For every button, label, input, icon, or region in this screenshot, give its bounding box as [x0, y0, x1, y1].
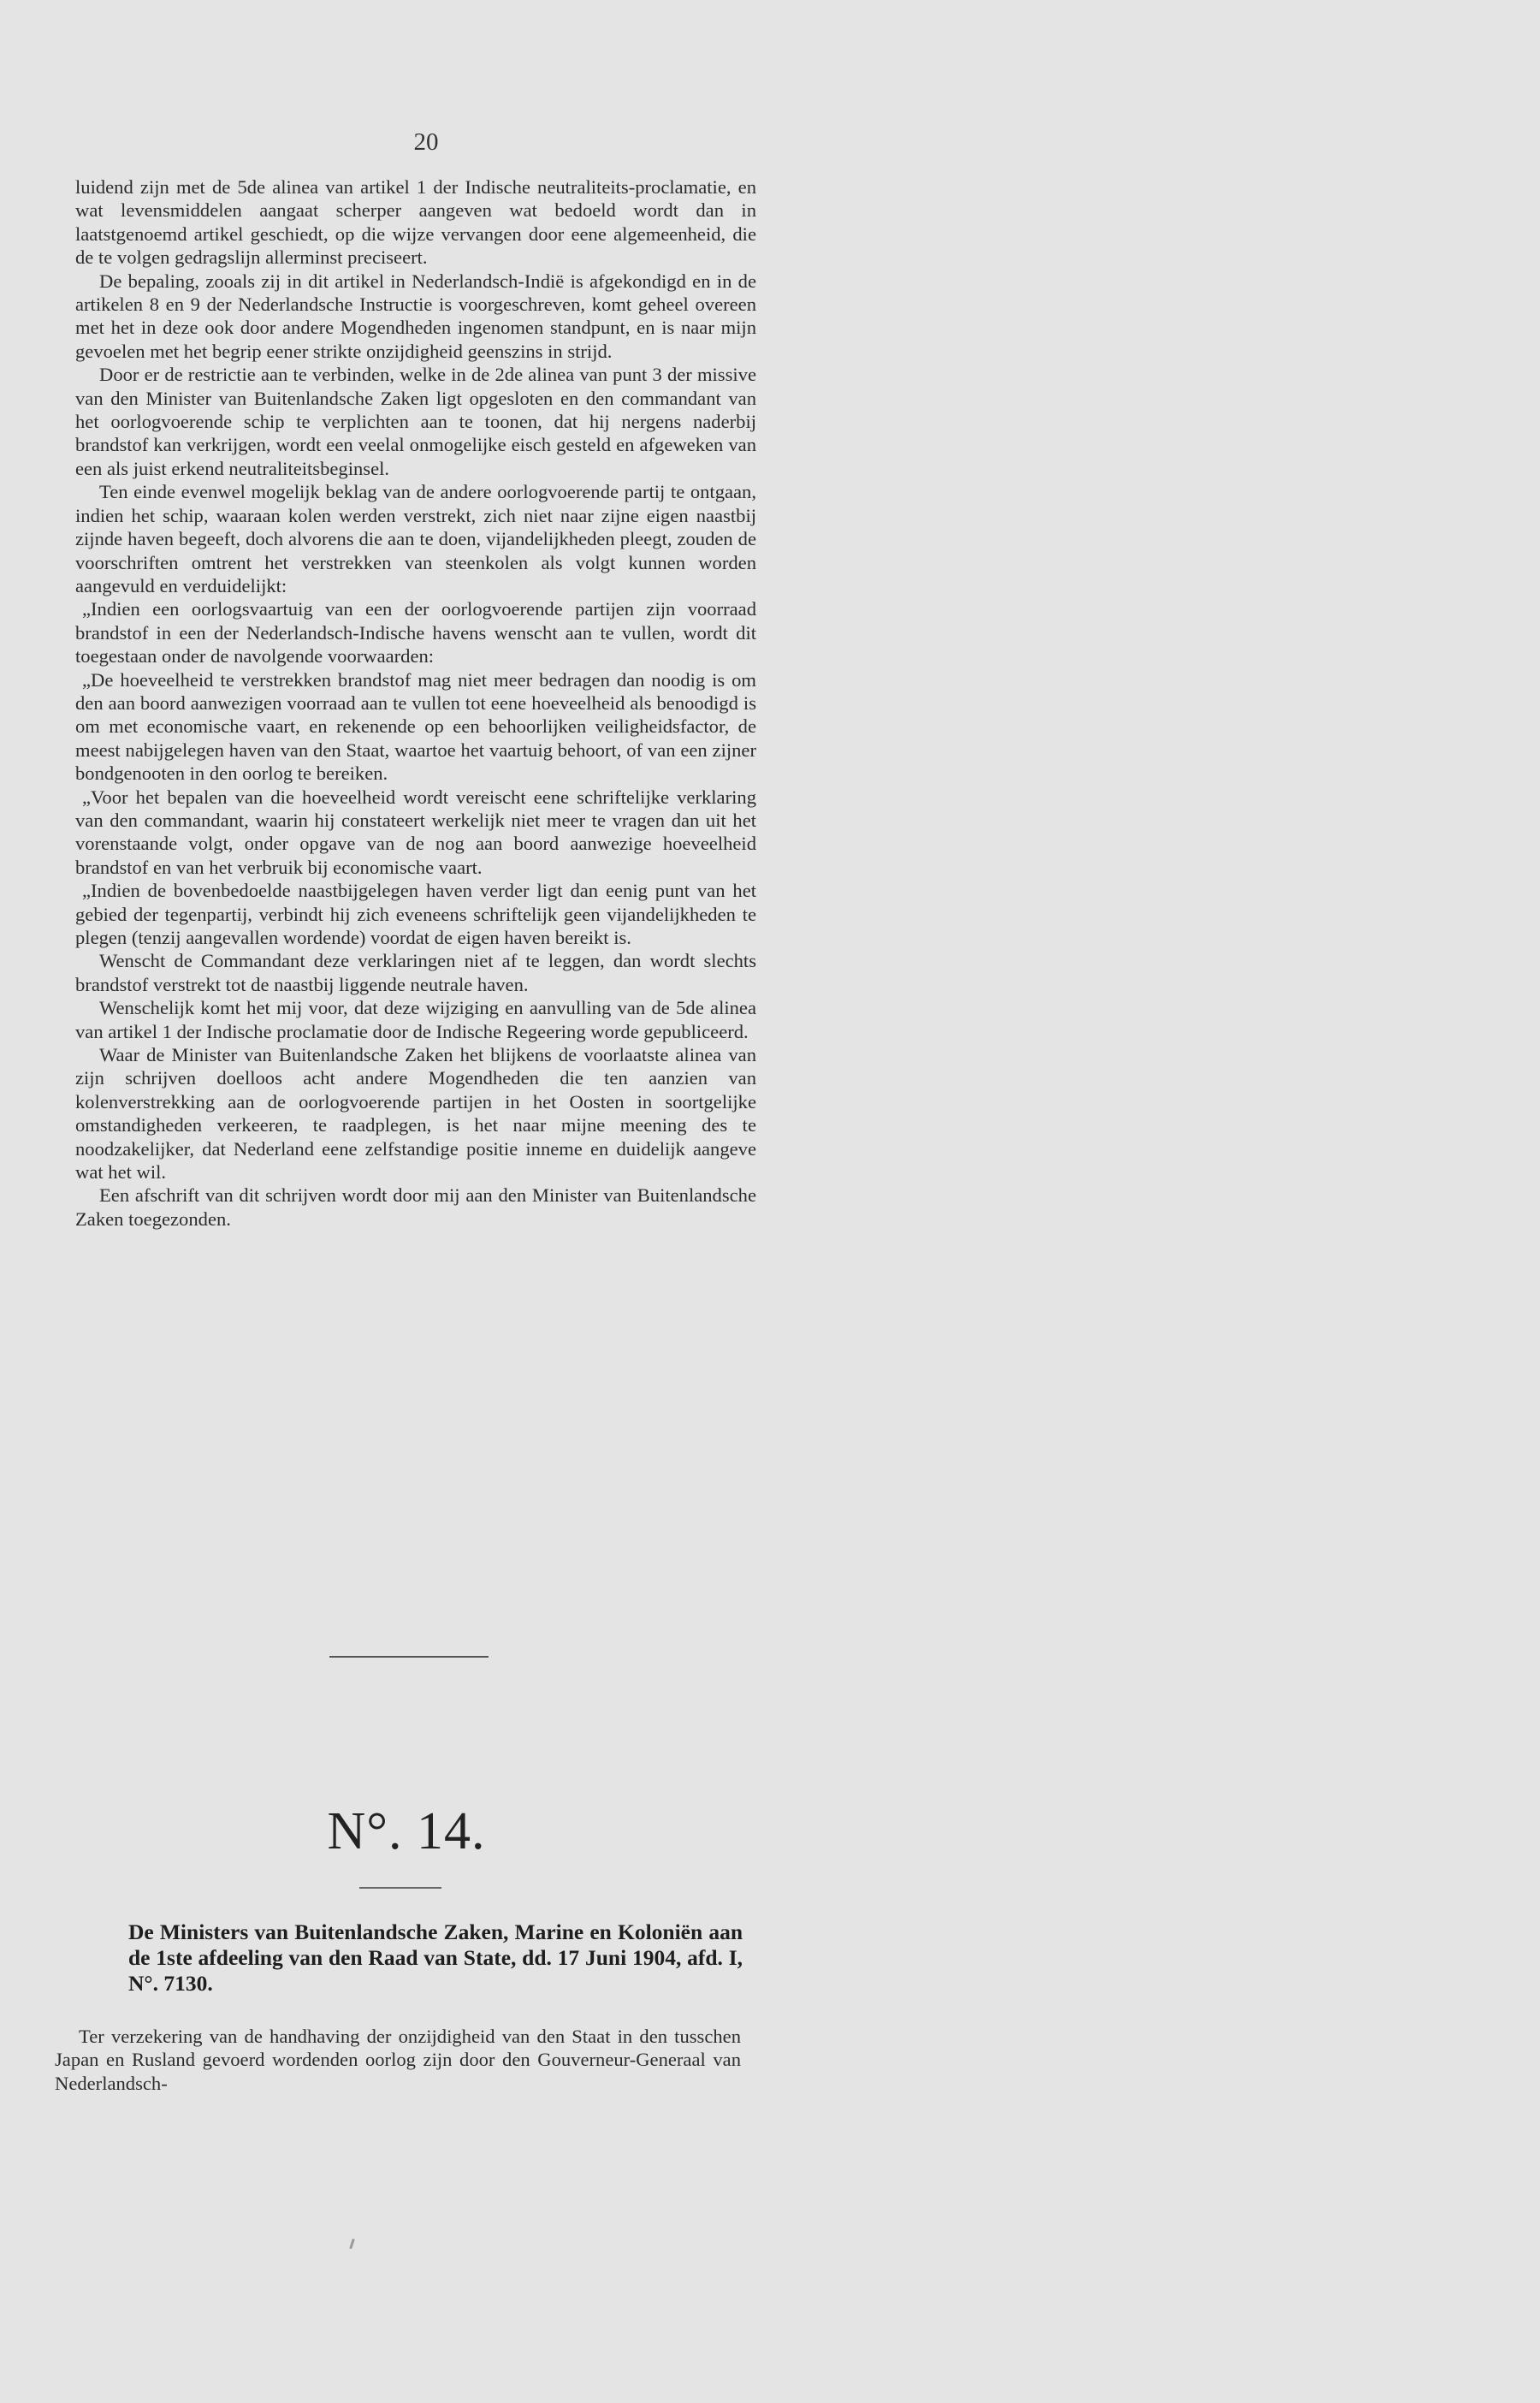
paragraph-bepaling: De bepaling, zooals zij in dit artikel in Nederlandsch-Indië is afgekondigd en in de artikelen 8 en 9 der Nederlandsche Instructie is voorgeschreven, komt geheel overeen met het in deze ook door andere Mogendheden ingenomen standpunt, en is naar mijn gevoelen met het begrip eener strikte onzijdigheid geenszins in strijd.: [75, 270, 756, 362]
paragraph-quote-verklaring: „Voor het bepalen van die hoeveelheid wordt vereischt eene schriftelijke verklaring van den commandant, waarin hij constateert werkelijk niet meer te vragen dan uit het vorenstaande volgt, onder opgave van de nog aan boord aanwezige hoeveelheid brandstof en van het verbruik bij economische vaart.: [75, 786, 756, 878]
section-divider: [329, 1656, 489, 1658]
paragraph-quote-hoeveelheid: „De hoeveelheid te verstrekken brandstof mag niet meer bedragen dan noodig is om den aan boord aanwezigen voorraad aan te vullen tot eene hoeveelheid als benoodigd is om met economische vaart, en rekenende op een behoorlijken veiligheidsfactor, de meest nabijgelegen haven van den Staat, waartoe het vaartuig behoort, of van een zijner bondgenooten in den oorlog te bereiken.: [75, 668, 756, 785]
document-intro-paragraph: Ter verzekering van de handhaving der onzijdigheid van den Staat in den tusschen Japan en Rusland gevoerd wordenden oorlog zijn door den Gouverneur-Generaal van Nederlandsch-: [55, 2026, 741, 2094]
paragraph-restrictie: Door er de restrictie aan te verbinden, welke in de 2de alinea van punt 3 der missive van den Minister van Buitenlandsche Zaken ligt opgesloten en den commandant van het oorlogvoerende schip te verplichten aan te toonen, dat hij nergens naderbij brandstof kan verkrijgen, wordt een veelal onmogelijke eisch gesteld en afgeweken van een als juist erkend neutraliteitsbeginsel.: [75, 364, 756, 479]
document-number-underline: [359, 1887, 441, 1889]
paper-mark: [349, 2239, 355, 2249]
paragraph-continuation: luidend zijn met de 5de alinea van artikel 1 der Indische neutraliteits-proclamatie, en wat levensmiddelen aangaat scherper aangeven wat bedoeld wordt dan in laatstgenoemd artikel geschiedt, op die wijze vervangen door eene algemeenheid, die de te volgen gedragslijn allerminst preciseert.: [75, 176, 756, 269]
paragraph-commandant: Wenscht de Commandant deze verklaringen niet af te leggen, dan wordt slechts brandstof verstrekt tot de naastbij liggende neutrale haven.: [75, 950, 756, 995]
paragraph-minister: Waar de Minister van Buitenlandsche Zaken het blijkens de voorlaatste alinea van zijn schrijven doelloos acht andere Mogendheden die ten aanzien van kolenverstrekking aan de oorlogvoerende partijen in het Oosten in soortgelijke omstandigheden verkeeren, te raadplegen, is het naar mijne meening des te noodzakelijker, dat Nederland eene zelfstandige positie inneme en duidelijk aangeve wat het wil.: [75, 1044, 756, 1184]
paragraph-quote-oorlogsvaartuig: „Indien een oorlogsvaartuig van een der oorlogvoerende partijen zijn voorraad brandstof in een der Nederlandsch-Indische havens wenscht aan te vullen, wordt dit toegestaan onder de navolgende voorwaarden:: [75, 598, 756, 668]
paragraph-quote-haven: „Indien de bovenbedoelde naastbijgelegen haven verder ligt dan eenig punt van het gebied der tegenpartij, verbindt hij zich eveneens schriftelijk geen vijandelijkheden te plegen (tenzij aangevallen wordende) voordat de eigen haven bereikt is.: [75, 880, 756, 948]
paragraph-afschrift: Een afschrift van dit schrijven wordt door mij aan den Minister van Buitenlandsche Zaken toegezonden.: [75, 1184, 756, 1230]
body-text: [75, 175, 756, 1231]
document-heading: De Ministers van Buitenlandsche Zaken, Marine en Koloniën aan de 1ste afdeeling van den Raad van State, dd. 17 Juni 1904, afd. I, N°. 7130.: [128, 1919, 743, 1996]
paragraph-beklag: Ten einde evenwel mogelijk beklag van de andere oorlogvoerende partij te ontgaan, indien het schip, waaraan kolen werden verstrekt, zich niet naar zijne eigen naastbij zijnde haven begeeft, doch alvorens die aan te doen, vijandelijkheden pleegt, zouden de voorschriften omtrent het verstrekken van steenkolen als volgt kunnen worden aangevuld en verduidelijkt:: [75, 481, 756, 596]
page-number: 20: [413, 128, 439, 156]
paragraph-wijziging: Wenschelijk komt het mij voor, dat deze wijziging en aanvulling van de 5de alinea van artikel 1 der Indische proclamatie door de Indische Regeering worde gepubliceerd.: [75, 997, 756, 1042]
document-number: N°. 14.: [327, 1802, 486, 1860]
